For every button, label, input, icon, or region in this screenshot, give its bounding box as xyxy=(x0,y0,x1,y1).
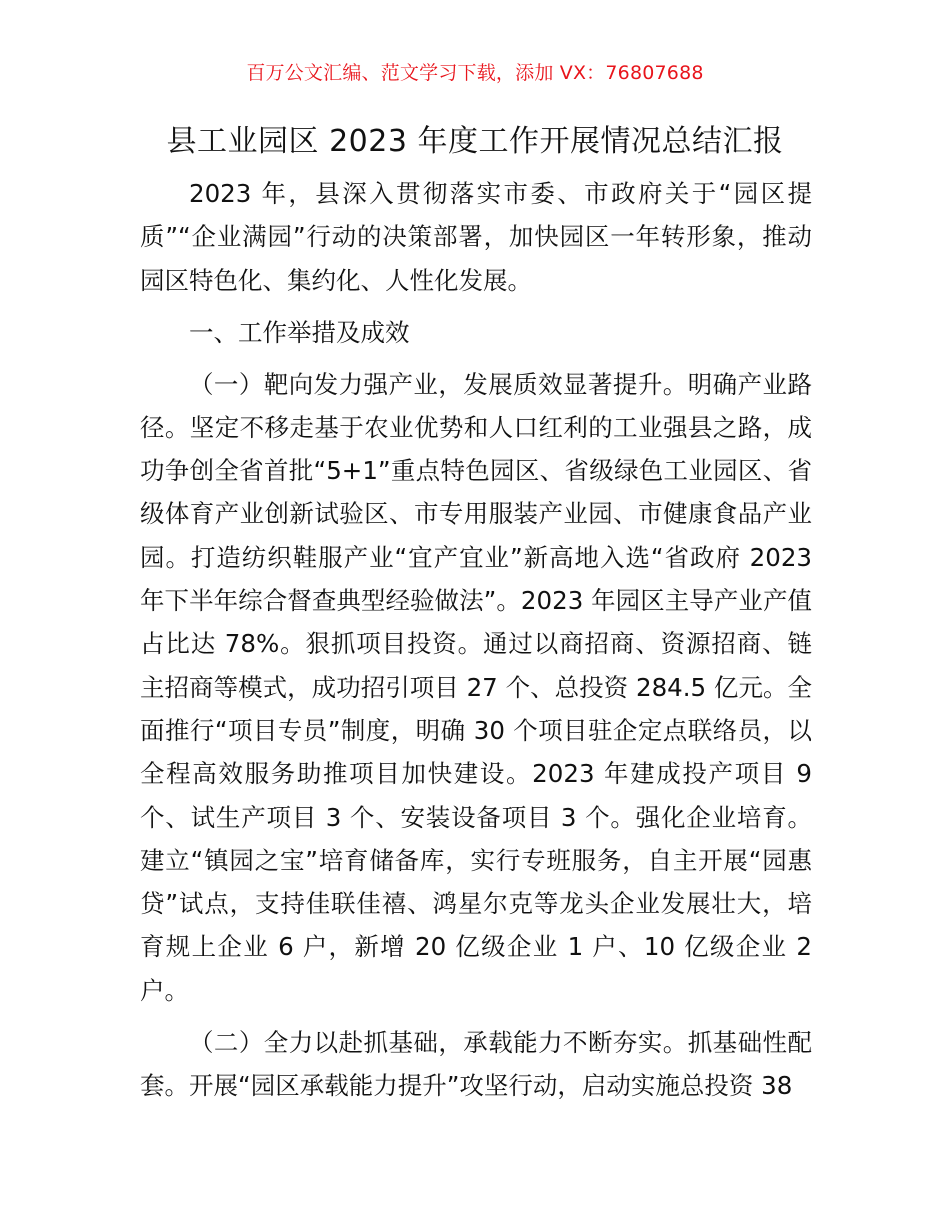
intro-paragraph: 2023 年，县深入贯彻落实市委、市政府关于“园区提质”“企业满园”行动的决策部署，加快园区一年转形象，推动园区特色化、集约化、人性化发展。 xyxy=(140,179,812,295)
document-body xyxy=(140,172,812,1107)
promo-header: 百万公文汇编、范文学习下载，添加 VX：76807688 xyxy=(246,62,704,84)
body-paragraph: （一）靶向发力强产业，发展质效显著提升。明确产业路径。坚定不移走基于农业优势和人口红利的工业强县之路，成功争创全省首批“5+1”重点特色园区、省级绿色工业园区、省级体育产业创新试验区、市专用服装产业园、市健康食品产业园。打造纺织鞋服产业“宜产宜业”新高地入选“省政府 2023 年下半年综合督查典型经验做法”。2023 年园区主导产业产值占比达 78%。狠抓项目投资。通过以商招商、资源招商、链主招商等模式，成功招引项目 27 个、总投资 284.5 亿元。全面推行“项目专员”制度，明确 30 个项目驻企定点联络员，以全程高效服务助推项目加快建设。2023 年建成投产项目 9 个、试生产项目 3 个、安装设备项目 3 个。强化企业培育。建立“镇园之宝”培育储备库，实行专班服务，自主开展“园惠贷”试点，支持佳联佳禧、鸿星尔克等龙头企业发展壮大，培育规上企业 6 户，新增 20 亿级企业 1 户、10 亿级企业 2 户。 xyxy=(140,369,812,1005)
section-heading: 一、工作举措及成效 xyxy=(189,317,410,347)
body-paragraph: （二）全力以赴抓基础，承载能力不断夯实。抓基础性配套。开展“园区承载能力提升”攻坚行动，启动实施总投资 38 xyxy=(140,1027,812,1100)
document-title: 县工业园区 2023 年度工作开展情况总结汇报 xyxy=(166,124,784,159)
